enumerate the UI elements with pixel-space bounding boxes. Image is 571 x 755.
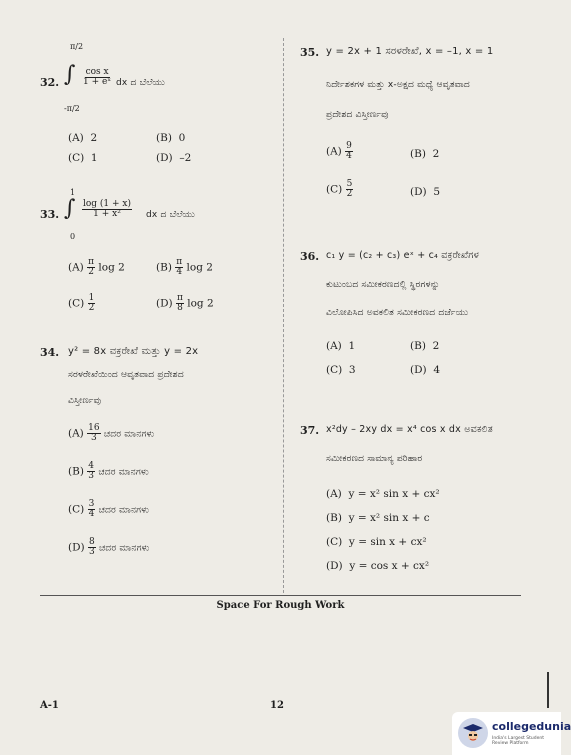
q32-option-b[interactable]: (B) 0 xyxy=(156,132,186,144)
q35-number: 35. xyxy=(300,46,320,59)
q37-option-b[interactable]: (B) y = x² sin x + c xyxy=(326,512,430,524)
q34-number: 34. xyxy=(40,346,60,359)
q34-option-d[interactable]: (D) $\frac{8}{3}$ ಚದರ ಮಾನಗಳು xyxy=(68,537,150,557)
graduate-avatar-icon xyxy=(458,718,488,748)
q35-option-b[interactable]: (B) 2 xyxy=(410,148,440,160)
q33-option-c[interactable]: (C) $\frac{1}{2}$ xyxy=(68,293,95,313)
q33-number: 33. xyxy=(40,208,60,221)
q35-option-a[interactable]: (A) $\frac{9}{4}$ xyxy=(326,141,352,161)
q37-option-d[interactable]: (D) y = cos x + cx² xyxy=(326,560,430,572)
collegedunia-logo[interactable] xyxy=(452,712,571,755)
q34-text-line1: y² = 8x ವಕ್ರರೇಖೆ ಮತ್ತು y = 2x xyxy=(68,346,199,357)
q34-option-a[interactable]: (A) $\frac{16}{3}$ ಚದರ ಮಾನಗಳು xyxy=(68,423,155,443)
q37-option-c[interactable]: (C) y = sin x + cx² xyxy=(326,536,427,548)
q37-option-a[interactable]: (A) y = x² sin x + cx² xyxy=(326,488,440,500)
integral-sign: ∫ xyxy=(64,62,76,87)
q37-text-line1: x²dy – 2xy dx = x⁴ cos x dx ಅವಕಲಿತ xyxy=(326,424,493,435)
q36-text-line3: ವಿಲೋಪಿಸಿದ ಅವಕಲಿತ ಸಮೀಕರಣದ ದರ್ಜೆಯು xyxy=(326,308,469,318)
q33-option-d[interactable]: (D) $\frac{\pi}{8}$ log 2 xyxy=(156,293,214,313)
margin-mark xyxy=(547,672,549,708)
q32-option-d[interactable]: (D) –2 xyxy=(156,152,192,164)
q36-option-d[interactable]: (D) 4 xyxy=(410,364,440,376)
q36-text-line2: ಕುಟುಂಬದ ಸಮೀಕರಣದಲ್ಲಿ ಸ್ಥಿರಗಳನ್ನು xyxy=(326,280,440,290)
q32-option-c[interactable]: (C) 1 xyxy=(68,152,98,164)
q32-number: 32. xyxy=(40,76,60,89)
q35-option-c[interactable]: (C) $\frac{5}{2}$ xyxy=(326,179,353,199)
q34-option-b[interactable]: (B) $\frac{4}{3}$ ಚದರ ಮಾನಗಳು xyxy=(68,461,149,481)
q32-integrand: $\frac{\text{cos x}}{\text{1 + eˣ}}$ xyxy=(83,67,112,87)
q32-option-a[interactable]: (A) 2 xyxy=(68,132,98,144)
q33-upper-limit: 1 xyxy=(70,188,76,197)
q37-text-line2: ಸಮೀಕರಣದ ಸಾಮಾನ್ಯ ಪರಿಹಾರ xyxy=(326,454,423,464)
q35-text-line2: ನಿರ್ದೇಶಕಗಳ ಮತ್ತು x-ಅಕ್ಷದ ಮಧ್ಯೆ ಆವೃತವಾದ xyxy=(326,80,470,90)
integral-sign: ∫ xyxy=(64,196,76,221)
logo-wordmark: collegedunia xyxy=(492,720,571,733)
q33-option-a[interactable]: (A) $\frac{\pi}{2}$ log 2 xyxy=(68,257,125,277)
q34-text-line2: ಸರಳರೇಖೆಯಿಂದ ಆವೃತವಾದ ಪ್ರದೇಶದ xyxy=(68,370,184,380)
q35-text-line1: y = 2x + 1 ಸರಳರೇಖೆ, x = –1, x = 1 xyxy=(326,46,494,57)
q36-option-c[interactable]: (C) 3 xyxy=(326,364,356,376)
q36-option-a[interactable]: (A) 1 xyxy=(326,340,356,352)
logo-tagline: India's Largest Student Review Platform xyxy=(492,736,544,746)
q36-option-b[interactable]: (B) 2 xyxy=(410,340,440,352)
q34-option-c[interactable]: (C) $\frac{3}{4}$ ಚದರ ಮಾನಗಳು xyxy=(68,499,150,519)
q35-text-line3: ಪ್ರದೇಶದ ವಿಸ್ತೀರ್ಣವು xyxy=(326,110,389,120)
q32-lower-limit: -π/2 xyxy=(64,104,80,113)
q33-option-b[interactable]: (B) $\frac{\pi}{4}$ log 2 xyxy=(156,257,213,277)
rough-work-label: Space For Rough Work xyxy=(216,600,345,611)
q36-number: 36. xyxy=(300,250,320,263)
booklet-code: A-1 xyxy=(40,700,59,711)
q33-dx-text: dx ದ ಬೆಲೆಯು xyxy=(146,210,196,220)
q32-dx-text: dx ದ ಬೆಲೆಯು xyxy=(116,78,166,88)
page-number: 12 xyxy=(270,700,284,711)
q32-upper-limit: π/2 xyxy=(70,42,84,51)
q33-integrand: $\frac{\log (1 + x)}{\text{1 + x²}}$ xyxy=(83,199,132,219)
rough-work-rule xyxy=(40,595,521,596)
q34-text-line3: ವಿಸ್ತೀರ್ಣವು xyxy=(68,396,102,406)
q35-option-d[interactable]: (D) 5 xyxy=(410,186,440,198)
q37-number: 37. xyxy=(300,424,320,437)
q36-text-line1: c₁ y = (c₂ + c₃) eˣ + c₄ ವಕ್ರರೇಖೆಗಳ xyxy=(326,250,479,261)
column-divider xyxy=(283,38,284,593)
q33-lower-limit: 0 xyxy=(70,232,76,241)
